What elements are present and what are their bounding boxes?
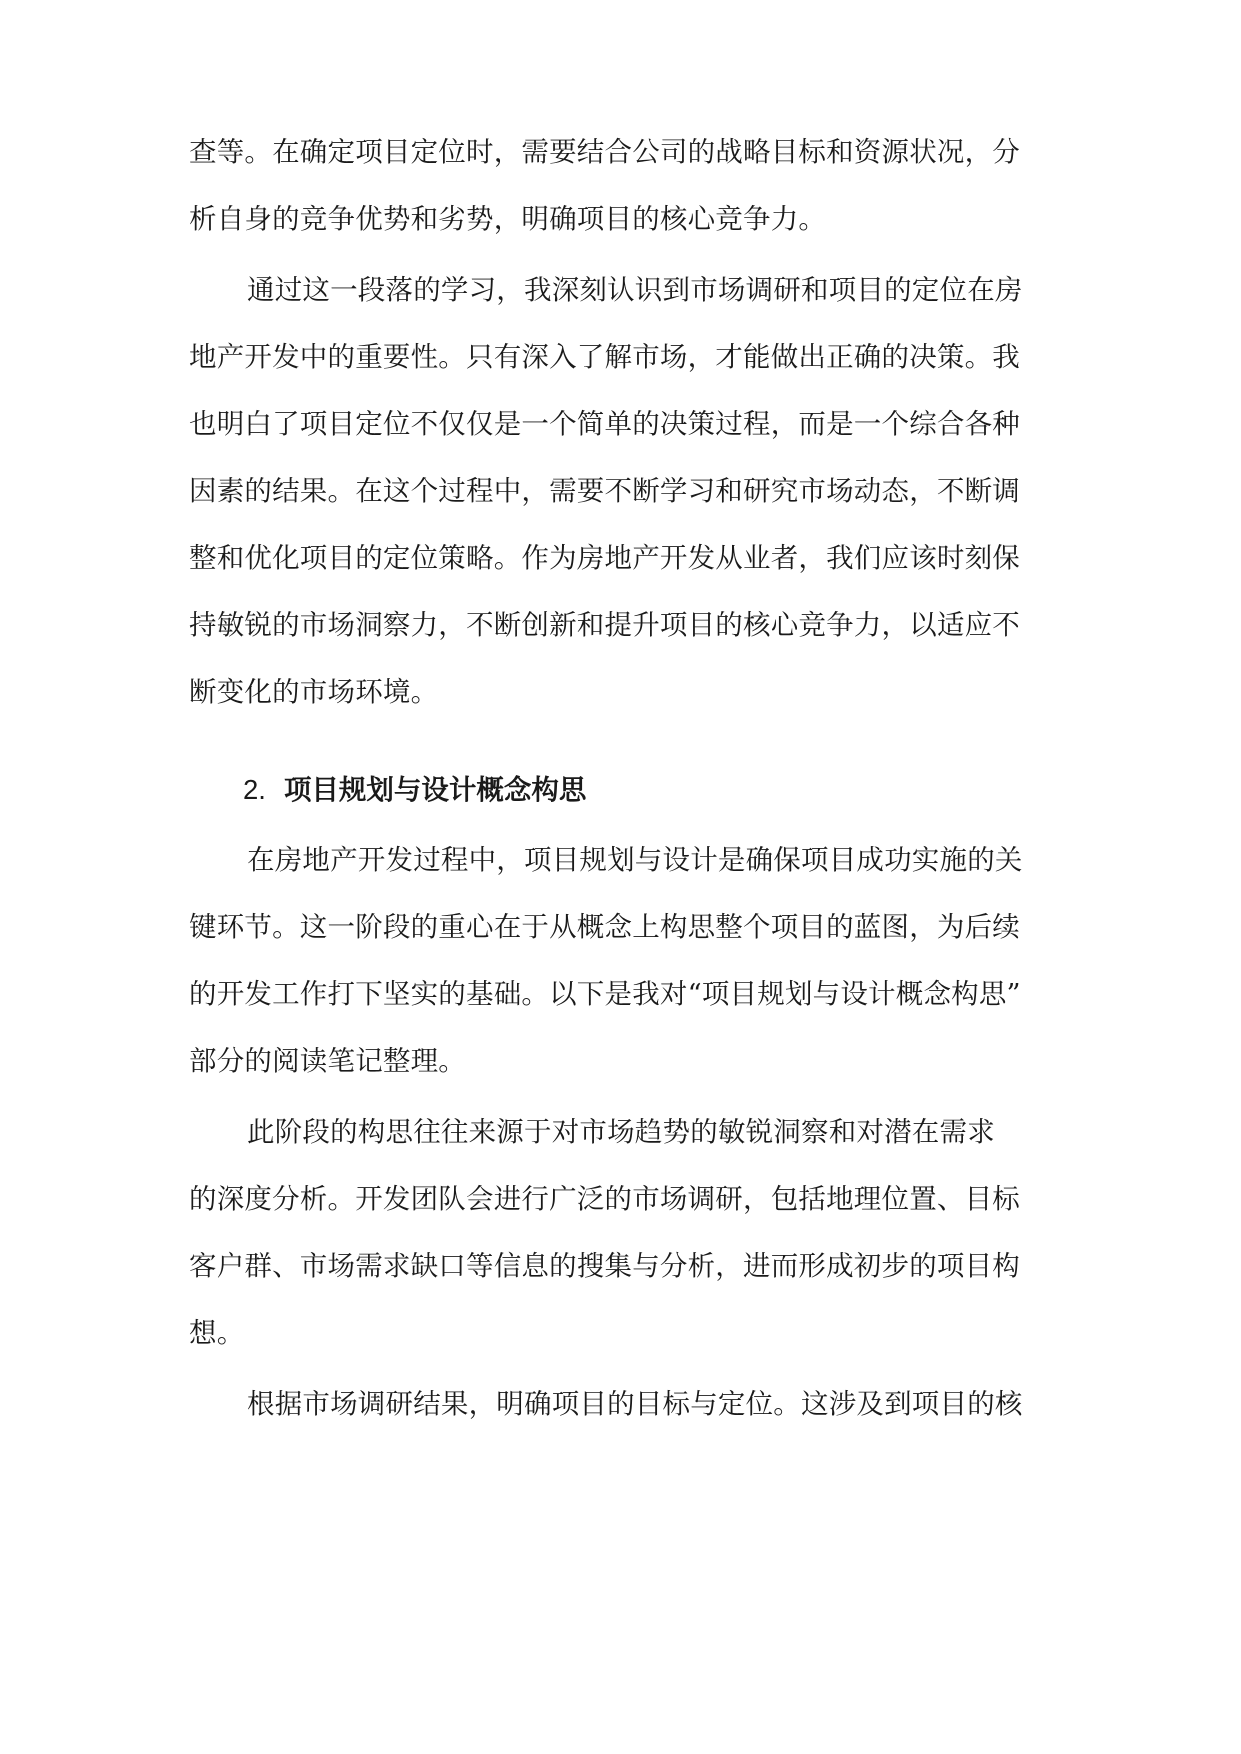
text-line: 根据市场调研结果，明确项目的目标与定位。这涉及到项目的核 [247,1388,1023,1420]
text-line: 因素的结果。在这个过程中，需要不断学习和研究市场动态，不断调 [189,475,1020,507]
text-line: 也明白了项目定位不仅仅是一个简单的决策过程，而是一个综合各种 [189,408,1020,440]
text-line: 查等。在确定项目定位时，需要结合公司的战略目标和资源状况，分 [189,136,1020,168]
text-line: 客户群、市场需求缺口等信息的搜集与分析，进而形成初步的项目构 [189,1250,1020,1282]
text-line: 持敏锐的市场洞察力，不断创新和提升项目的核心竞争力，以适应不 [189,609,1020,641]
text-line: 在房地产开发过程中，项目规划与设计是确保项目成功实施的关 [247,844,1023,876]
text-line: 断变化的市场环境。 [189,676,439,708]
text-line: 键环节。这一阶段的重心在于从概念上构思整个项目的蓝图，为后续 [189,911,1020,943]
text-line: 整和优化项目的定位策略。作为房地产开发从业者，我们应该时刻保 [189,542,1020,574]
text-line: 想。 [189,1317,245,1349]
text-line: 通过这一段落的学习，我深刻认识到市场调研和项目的定位在房 [247,274,1023,306]
text-line: 的深度分析。开发团队会进行广泛的市场调研，包括地理位置、目标 [189,1183,1020,1215]
text-line: 此阶段的构思往往来源于对市场趋势的敏锐洞察和对潜在需求 [247,1116,995,1148]
text-line: 析自身的竞争优势和劣势，明确项目的核心竞争力。 [189,203,827,235]
section-title: 项目规划与设计概念构思 [283,774,587,806]
text-line: 的开发工作打下坚实的基础。以下是我对“项目规划与设计概念构思” [189,978,1021,1010]
text-line: 地产开发中的重要性。只有深入了解市场，才能做出正确的决策。我 [189,341,1020,373]
section-heading [243,767,586,812]
text-line: 部分的阅读笔记整理。 [189,1045,466,1077]
section-number: 2. [243,774,266,805]
